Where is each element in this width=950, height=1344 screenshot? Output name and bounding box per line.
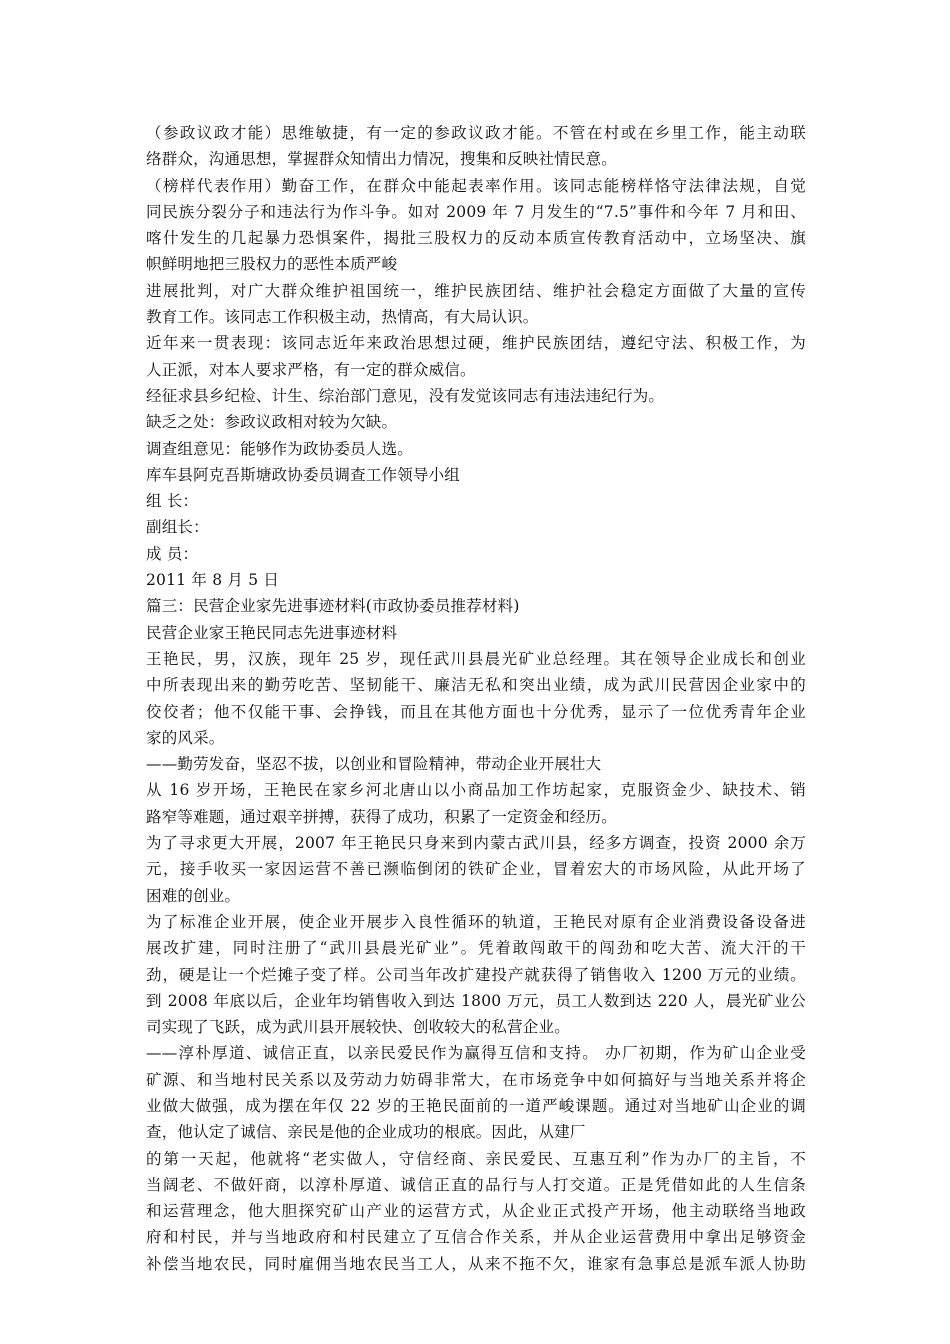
text-line: 进展批判，对广大群众维护祖国统一，维护民族团结、维护社会稳定方面做了大量的宣传 [146,281,806,300]
text-line: 业做大做强，成为摆在年仅 22 岁的王艳民面前的一道严峻课题。通过对当地矿山企业的调 [146,1096,806,1115]
text-line: 2011 年 8 月 5 日 [146,571,280,590]
text-line: 查，他认定了诚信、亲民是他的企业成功的根底。因此，从建厂 [146,1123,586,1142]
text-line: 司实现了飞跃，成为武川县开展较快、创收较大的私营企业。 [146,1018,570,1037]
document-page [146,120,806,1277]
text-line: 的第一天起，他就将“老实做人，守信经商、亲民爱民、互惠互利”作为办厂的主旨，不 [146,1149,806,1168]
text-line: 人正派，对本人要求严格，有一定的群众威信。 [146,360,476,379]
text-line: 中所表现出来的勤劳吃苦、坚韧能干、廉洁无私和突出业绩，成为武川民营因企业家中的 [146,676,806,695]
text-line: 佼佼者；他不仅能干事、会挣钱，而且在其他方面也十分优秀，显示了一位优秀青年企业 [146,702,806,721]
text-line: 劲，硬是让一个烂摊子变了样。公司当年改扩建投产就获得了销售收入 1200 万元的业绩。 [146,965,806,984]
text-line: 到 2008 年底以后，企业年均销售收入到达 1800 万元，员工人数到达 220 人，晨光矿业公 [146,991,806,1010]
text-line: 成 员： [146,544,199,563]
text-line: 困难的创业。 [146,886,241,905]
text-line: 经征求县乡纪检、计生、综治部门意见，没有发觉该同志有违法违纪行为。 [146,386,665,405]
text-line: 路窄等难题，通过艰辛拼搏，获得了成功，积累了一定资金和经历。 [146,807,618,826]
text-line: 组 长： [146,492,199,511]
text-line: 为了寻求更大开展，2007 年王艳民只身来到内蒙古武川县，经多方调查，投资 2000 余万 [146,834,806,853]
text-line: 缺乏之处：参政议政相对较为欠缺。 [146,413,398,432]
text-line: （参政议政才能）思维敏捷，有一定的参政议政才能。不管在村或在乡里工作，能主动联 [146,124,806,142]
text-line: 府和村民，并与当地政府和村民建立了互信合作关系，并从企业运营费用中拿出足够资金 [146,1228,806,1247]
text-line: 络群众，沟通思想，掌握群众知情出力情况，搜集和反映社情民意。 [146,150,618,169]
text-line: 元，接手收买一家因运营不善已濒临倒闭的铁矿企业，冒着宏大的市场风险，从此开场了 [146,860,806,879]
text-line: （榜样代表作用）勤奋工作，在群众中能起表率作用。该同志能榜样恪守法律法规，自觉 [146,176,806,195]
text-line: 教育工作。该同志工作积极主动，热情高，有大局认识。 [146,308,539,327]
text-line: 民营企业家王艳民同志先进事迹材料 [146,623,398,642]
text-line: 展改扩建，同时注册了“武川县晨光矿业”。凭着敢闯敢干的闯劲和吃大苦、流大汗的干 [146,939,806,958]
text-line: 家的风采。 [146,728,225,747]
text-line: 王艳民，男，汉族，现年 25 岁，现任武川县晨光矿业总经理。其在领导企业成长和创业 [146,649,806,668]
text-line: 从 16 岁开场，王艳民在家乡河北唐山以小商品加工作坊起家，克服资金少、缺技术、销 [146,781,806,800]
text-line: 当阔老、不做奸商，以淳朴厚道、诚信正直的品行与人打交道。正是凭借如此的人生信条 [146,1175,806,1194]
text-line: 同民族分裂分子和违法行为作斗争。如对 2009 年 7 月发生的“7.5”事件和今年 7 月和田、 [146,202,806,221]
text-line: 矿源、和当地村民关系以及劳动力妨碍非常大，在市场竞争中如何搞好与当地关系并将企 [146,1070,806,1089]
text-line: 喀什发生的几起暴力恐惧案件，揭批三股权力的反动本质宣传教育活动中，立场坚决、旗 [146,229,806,248]
text-line: 为了标准企业开展，使企业开展步入良性循环的轨道，王艳民对原有企业消费设备设备进 [146,912,806,931]
text-line: 篇三：民营企业家先进事迹材料(市政协委员推荐材料) [146,597,520,616]
text-line: 和运营理念，他大胆探究矿山产业的运营方式，从企业正式投产开场，他主动联络当地政 [146,1202,806,1221]
text-line: 近年来一贯表现：该同志近年来政治思想过硬，维护民族团结，遵纪守法、积极工作，为 [146,334,806,353]
text-line: ——淳朴厚道、诚信正直，以亲民爱民作为赢得互信和支持。 办厂初期，作为矿山企业受 [146,1044,806,1063]
text-line: 调查组意见：能够作为政协委员人选。 [146,439,413,458]
text-line: 帜鲜明地把三股权力的恶性本质严峻 [146,255,398,274]
text-line: 副组长： [146,518,209,537]
text-line: 库车县阿克吾斯塘政协委员调查工作领导小组 [146,465,461,484]
text-line: ——勤劳发奋，坚忍不拔，以创业和冒险精神，带动企业开展壮大 [146,755,602,774]
text-line: 补偿当地农民，同时雇佣当地农民当工人，从来不拖不欠，谁家有急事总是派车派人协助 [146,1254,806,1273]
